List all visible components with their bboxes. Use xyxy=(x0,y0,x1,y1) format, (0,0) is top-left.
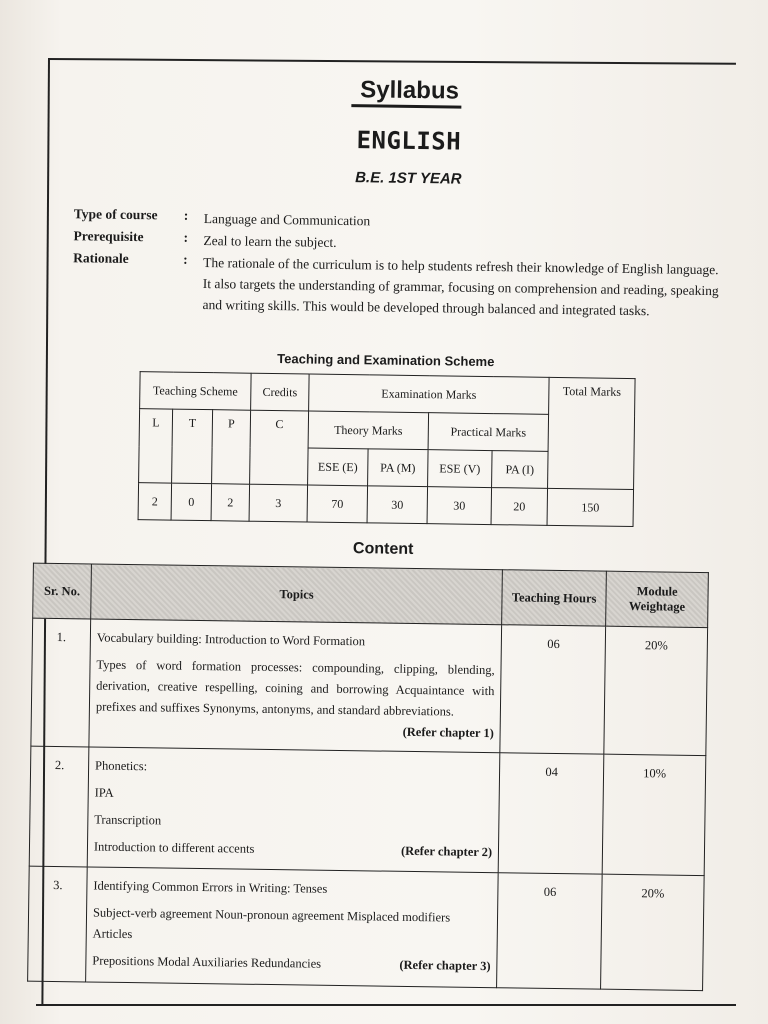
subject-title: ENGLISH xyxy=(356,126,462,156)
pa-m-value: 30 xyxy=(367,486,428,524)
chapter-reference: (Refer chapter 3) xyxy=(399,957,491,974)
ese-v-header: ESE (V) xyxy=(428,450,493,488)
row-topics xyxy=(86,867,499,988)
row-weight: 10% xyxy=(602,754,706,875)
meta-value: Zeal to learn the subject. xyxy=(203,233,337,250)
row-weight: 20% xyxy=(604,626,708,755)
practical-marks-header: Practical Marks xyxy=(428,413,549,452)
pa-i-value: 20 xyxy=(491,488,548,526)
row-sr: 2. xyxy=(29,746,89,867)
content-table xyxy=(27,563,709,991)
syllabus-content xyxy=(43,58,740,1017)
meta-label: Type of course xyxy=(73,206,158,223)
meta-value: The rationale of the curriculum is to help students refresh their knowledge of English language. It also targets the understanding of grammar, focusing on comprehension and reading, speaking and writing skills. This would be developed through balanced and integrated tasks. xyxy=(202,255,719,319)
topic-line: Introduction to different accents xyxy=(93,839,255,856)
meta-colon: : xyxy=(183,251,188,267)
c-value: 3 xyxy=(249,484,308,522)
theory-marks-header: Theory Marks xyxy=(308,411,429,450)
pa-i-header: PA (I) xyxy=(492,451,549,489)
chapter-reference: (Refer chapter 1) xyxy=(402,724,494,741)
meta-label: Prerequisite xyxy=(73,228,144,245)
weight-column-header: Module Weightage xyxy=(606,571,709,627)
topic-title: Identifying Common Errors in Writing: Tenses xyxy=(93,878,328,896)
hours-column-header: Teaching Hours xyxy=(502,570,607,626)
table-row xyxy=(29,746,706,875)
teaching-scheme-header: Teaching Scheme xyxy=(140,372,252,411)
chapter-reference: (Refer chapter 2) xyxy=(400,843,493,860)
course-meta xyxy=(72,206,734,349)
ese-e-value: 70 xyxy=(307,485,368,523)
exam-marks-header: Examination Marks xyxy=(309,374,549,414)
row-topics xyxy=(87,747,500,873)
pa-m-header: PA (M) xyxy=(368,449,429,487)
row-hours: 04 xyxy=(498,753,604,874)
meta-colon: : xyxy=(183,207,189,223)
row-sr: 3. xyxy=(28,866,88,982)
ese-e-header: ESE (E) xyxy=(308,448,369,486)
total-value: 150 xyxy=(547,488,634,526)
year-title: B.E. 1ST YEAR xyxy=(355,169,462,188)
scheme-table xyxy=(138,371,636,527)
c-header: C xyxy=(250,410,309,485)
table-row xyxy=(31,618,708,755)
scheme-heading: Teaching and Examination Scheme xyxy=(277,351,495,370)
topic-body: Types of word formation processes: compounding, clipping, blending, derivation, creative respelling, coining and borrowing Acquaintance with prefixes and suffixes Synonyms, antonyms, and standard abbreviations. xyxy=(95,657,495,719)
row-weight: 20% xyxy=(601,874,705,990)
topics-column-header: Topics xyxy=(91,564,503,625)
table-row xyxy=(28,866,705,990)
topic-title: Vocabulary building: Introduction to Word Formation xyxy=(96,630,366,649)
title-underline xyxy=(351,104,461,109)
meta-row-rationale xyxy=(72,250,733,349)
row-hours: 06 xyxy=(500,625,606,754)
topic-line: Prepositions Modal Auxiliaries Redundancies xyxy=(92,953,322,971)
row-topics xyxy=(89,619,502,753)
row-hours: 06 xyxy=(497,873,602,989)
meta-value: Language and Communication xyxy=(203,211,371,229)
topic-title: Phonetics: xyxy=(94,758,148,774)
sr-column-header: Sr. No. xyxy=(33,563,92,619)
topic-line: Transcription xyxy=(94,812,162,828)
ese-v-value: 30 xyxy=(427,487,492,525)
topic-line: IPA xyxy=(94,785,114,800)
l-header: L xyxy=(139,409,173,483)
page-title: Syllabus xyxy=(360,76,460,105)
topic-line: Subject-verb agreement Noun-pronoun agreement Misplaced modifiers xyxy=(92,905,451,925)
content-heading: Content xyxy=(352,540,414,558)
topic-line: Articles xyxy=(92,926,133,942)
total-marks-header: Total Marks xyxy=(548,377,636,489)
p-header: P xyxy=(212,410,251,485)
p-value: 2 xyxy=(211,484,250,522)
l-value: 2 xyxy=(138,483,172,520)
meta-label: Rationale xyxy=(73,250,129,266)
credits-header: Credits xyxy=(251,373,310,411)
t-value: 0 xyxy=(171,483,212,521)
t-header: T xyxy=(172,409,213,484)
meta-colon: : xyxy=(183,229,189,245)
row-sr: 1. xyxy=(31,618,91,747)
